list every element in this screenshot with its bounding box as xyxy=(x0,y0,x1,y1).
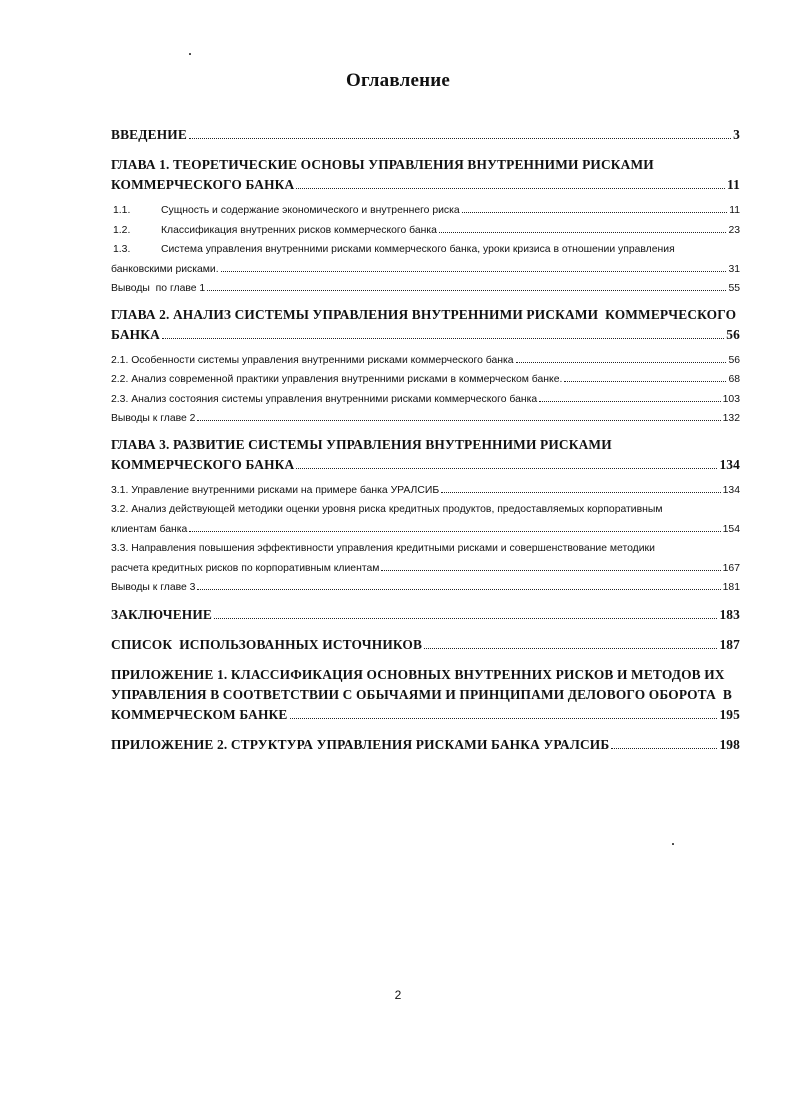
entry-page: 31 xyxy=(728,263,740,275)
entry-page: 23 xyxy=(728,224,740,236)
entry-page: 167 xyxy=(722,562,740,574)
toc-entry-1-3[interactable] xyxy=(111,240,740,279)
toc-entry-conclusion[interactable] xyxy=(111,605,740,625)
section-number: 1.3. xyxy=(113,244,131,255)
toc-entry-chapter-1[interactable] xyxy=(111,155,740,195)
entry-page: 183 xyxy=(719,606,740,622)
dot-leader xyxy=(539,401,720,402)
scan-speck xyxy=(672,843,674,845)
dot-leader xyxy=(439,232,727,233)
entry-label-cont: клиентам банка xyxy=(111,523,188,535)
dot-leader xyxy=(189,138,731,139)
toc-entry-1-1[interactable] xyxy=(111,201,740,221)
dot-leader xyxy=(296,468,717,469)
entry-label: ПРИЛОЖЕНИЕ 1. КЛАССИФИКАЦИЯ ОСНОВНЫХ ВНУТРЕННИХ РИСКОВ И МЕТОДОВ ИХ xyxy=(111,666,725,682)
entry-label: 3.1. Управление внутренними рисками на примере банка УРАЛСИБ xyxy=(111,484,440,496)
section-number: 1.2. xyxy=(113,224,131,236)
dot-leader xyxy=(381,570,720,571)
entry-label: Классификация внутренних рисков коммерческого банка xyxy=(161,224,437,236)
entry-page: 103 xyxy=(722,393,740,405)
dot-leader xyxy=(197,589,720,590)
entry-label: ГЛАВА 1. ТЕОРЕТИЧЕСКИЕ ОСНОВЫ УПРАВЛЕНИЯ ВНУТРЕННИМИ РИСКАМИ xyxy=(111,157,654,172)
entry-label-cont: банковскими рисками. xyxy=(111,263,219,275)
entry-label: 2.3. Анализ состояния системы управления внутренними рисками коммерческого банка xyxy=(111,393,538,405)
entry-page: 154 xyxy=(722,523,740,535)
toc-entry-2-2[interactable] xyxy=(111,370,740,390)
dot-leader xyxy=(441,492,720,493)
chapter-3-sections xyxy=(111,475,740,602)
entry-label: СПИСОК ИСПОЛЬЗОВАННЫХ ИСТОЧНИКОВ xyxy=(111,636,423,652)
entry-label: 3.2. Анализ действующей методики оценки уровня риска кредитных продуктов, предоставляемых корпоративным xyxy=(111,504,663,515)
toc-entry-chapter-2[interactable] xyxy=(111,305,740,345)
entry-page: 56 xyxy=(728,354,740,366)
entry-page: 11 xyxy=(727,177,740,192)
entry-label-cont: КОММЕРЧЕСКОМ БАНКЕ xyxy=(111,706,288,722)
toc-title: Оглавление xyxy=(345,70,451,91)
toc-entry-3-2[interactable] xyxy=(111,500,740,539)
dot-leader xyxy=(221,271,727,272)
chapter-1-sections xyxy=(111,195,740,303)
entry-label: Выводы по главе 1 xyxy=(111,283,206,294)
dot-leader xyxy=(611,748,717,749)
toc-entry-chapter-3[interactable] xyxy=(111,435,740,475)
toc-entry-2-1[interactable] xyxy=(111,351,740,371)
entry-label: Система управления внутренними рисками коммерческого банка, уроки кризиса в отношении управления xyxy=(161,244,675,255)
entry-page: 11 xyxy=(729,205,740,216)
entry-label-cont: БАНКА xyxy=(111,326,160,342)
toc-entry-introduction[interactable] xyxy=(111,125,740,145)
entry-page: 68 xyxy=(728,374,740,385)
dot-leader xyxy=(516,362,727,363)
entry-label-cont: КОММЕРЧЕСКОГО БАНКА xyxy=(111,456,295,472)
scan-speck xyxy=(189,53,191,55)
entry-label: ПРИЛОЖЕНИЕ 2. СТРУКТУРА УПРАВЛЕНИЯ РИСКАМИ БАНКА УРАЛСИБ xyxy=(111,736,610,752)
section-number: 1.1. xyxy=(113,205,131,216)
entry-page: 198 xyxy=(719,736,740,752)
toc-entry-chapter-3-conclusions[interactable] xyxy=(111,578,740,598)
entry-label: ГЛАВА 3. РАЗВИТИЕ СИСТЕМЫ УПРАВЛЕНИЯ ВНУТРЕННИМИ РИСКАМИ xyxy=(111,436,612,452)
toc-entry-3-1[interactable] xyxy=(111,481,740,501)
entry-label-cont: УПРАВЛЕНИЯ В СООТВЕТСТВИИ С ОБЫЧАЯМИ И ПРИНЦИПАМИ ДЕЛОВОГО ОБОРОТА В xyxy=(111,686,732,702)
entry-label: ЗАКЛЮЧЕНИЕ xyxy=(111,606,213,622)
dot-leader xyxy=(290,718,718,719)
entry-page: 181 xyxy=(722,582,740,593)
entry-label: Сущность и содержание экономического и внутреннего риска xyxy=(161,205,460,216)
dot-leader xyxy=(296,188,725,189)
entry-page: 3 xyxy=(733,127,740,142)
dot-leader xyxy=(189,531,720,532)
entry-label-cont: расчета кредитных рисков по корпоративным клиентам xyxy=(111,562,380,574)
entry-page: 187 xyxy=(719,636,740,652)
toc-entry-2-3[interactable] xyxy=(111,390,740,410)
entry-page: 134 xyxy=(722,484,740,496)
dot-leader xyxy=(197,420,720,421)
toc-entry-chapter-2-conclusions[interactable] xyxy=(111,409,740,429)
dot-leader xyxy=(162,338,724,339)
dot-leader xyxy=(207,290,726,291)
entry-label: 2.1. Особенности системы управления внутренними рисками коммерческого банка xyxy=(111,354,514,366)
entry-label-cont: КОММЕРЧЕСКОГО БАНКА xyxy=(111,177,295,192)
table-of-contents xyxy=(111,125,740,755)
entry-label: Выводы к главе 3 xyxy=(111,582,196,593)
entry-label: 3.3. Направления повышения эффективности управления кредитными рисками и совершенствование методики xyxy=(111,543,655,554)
entry-label: ВВЕДЕНИЕ xyxy=(111,127,187,142)
page-number: 2 xyxy=(394,988,402,1002)
entry-page: 132 xyxy=(722,413,740,424)
chapter-2-sections xyxy=(111,345,740,433)
entry-page: 56 xyxy=(726,326,740,342)
toc-entry-1-2[interactable] xyxy=(111,221,740,241)
entry-label: ГЛАВА 2. АНАЛИЗ СИСТЕМЫ УПРАВЛЕНИЯ ВНУТРЕННИМИ РИСКАМИ КОММЕРЧЕСКОГО xyxy=(111,306,737,322)
dot-leader xyxy=(214,618,717,619)
dot-leader xyxy=(424,648,717,649)
entry-label: 2.2. Анализ современной практики управления внутренними рисками в коммерческом банке. xyxy=(111,374,563,385)
dot-leader xyxy=(462,212,728,213)
toc-entry-chapter-1-conclusions[interactable] xyxy=(111,279,740,299)
toc-entry-appendix-1[interactable] xyxy=(111,665,740,725)
entry-page: 134 xyxy=(719,456,740,472)
entry-page: 55 xyxy=(728,283,740,294)
toc-entry-appendix-2[interactable] xyxy=(111,735,740,755)
toc-entry-sources[interactable] xyxy=(111,635,740,655)
dot-leader xyxy=(564,381,726,382)
entry-label: Выводы к главе 2 xyxy=(111,413,196,424)
toc-entry-3-3[interactable] xyxy=(111,539,740,578)
entry-page: 195 xyxy=(719,706,740,722)
